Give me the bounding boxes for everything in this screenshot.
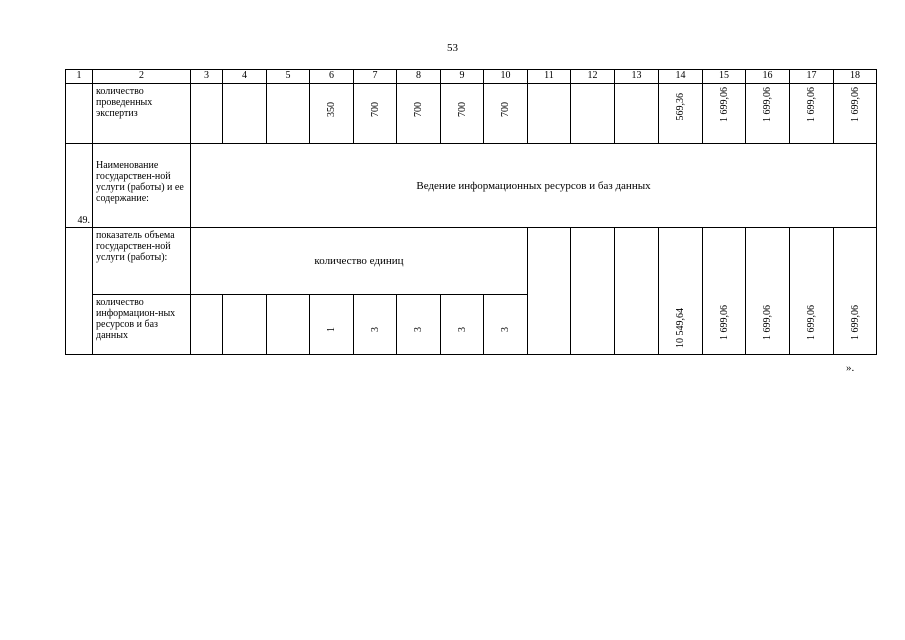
col-header: 7 xyxy=(354,70,397,84)
row-number-cell xyxy=(66,228,93,355)
empty-cell xyxy=(191,84,223,144)
empty-cell xyxy=(223,295,267,355)
value-text: 700 xyxy=(369,102,381,117)
value-cell xyxy=(834,84,877,144)
indicator-unit: количество единиц xyxy=(191,228,528,295)
value-cell xyxy=(441,84,484,144)
value-cell xyxy=(659,84,703,144)
col-header: 6 xyxy=(310,70,354,84)
col-header: 4 xyxy=(223,70,267,84)
value-text: 1 699,06 xyxy=(762,305,773,340)
closing-quote: ». xyxy=(846,362,855,374)
col-header: 14 xyxy=(659,70,703,84)
col-header: 13 xyxy=(615,70,659,84)
page-number: 53 xyxy=(447,42,458,54)
value-cell xyxy=(703,84,746,144)
empty-cell xyxy=(191,295,223,355)
value-cell xyxy=(790,84,834,144)
value-text: 1 699,06 xyxy=(806,305,817,340)
value-cell xyxy=(484,84,528,144)
value-cell xyxy=(310,295,354,355)
empty-cell xyxy=(615,84,659,144)
row-expertise xyxy=(66,84,877,144)
value-text: 350 xyxy=(326,102,337,117)
empty-cell xyxy=(528,84,571,144)
value-text: 10 549,64 xyxy=(675,308,686,348)
value-text: 3 xyxy=(413,327,424,332)
value-cell xyxy=(441,295,484,355)
value-cell xyxy=(354,295,397,355)
col-header: 15 xyxy=(703,70,746,84)
value-text: 569,36 xyxy=(675,93,686,121)
empty-cell xyxy=(615,228,659,355)
row-number-cell xyxy=(66,84,93,144)
row-number: 49. xyxy=(66,144,93,228)
value-text: 1 699,06 xyxy=(849,87,861,122)
col-header: 2 xyxy=(93,70,191,84)
empty-cell xyxy=(267,295,310,355)
value-cell xyxy=(659,228,703,355)
col-header: 8 xyxy=(397,70,441,84)
value-cell xyxy=(397,84,441,144)
col-header: 16 xyxy=(746,70,790,84)
value-text: 700 xyxy=(413,102,424,117)
value-text: 1 699,06 xyxy=(718,305,730,340)
value-cell xyxy=(354,84,397,144)
col-header: 12 xyxy=(571,70,615,84)
value-text: 1 699,06 xyxy=(849,305,861,340)
value-cell xyxy=(790,228,834,355)
value-cell xyxy=(484,295,528,355)
row-label: Наименование государствен-ной услуги (работы) и ее содержание: xyxy=(93,144,191,228)
budget-table xyxy=(65,69,877,355)
col-header: 18 xyxy=(834,70,877,84)
col-header: 1 xyxy=(66,70,93,84)
row-label: количество проведенных экспертиз xyxy=(93,84,191,144)
value-text: 1 699,06 xyxy=(806,87,817,122)
row-indicator xyxy=(66,228,877,295)
empty-cell xyxy=(571,84,615,144)
service-title: Ведение информационных ресурсов и баз данных xyxy=(191,144,877,228)
row-service-name xyxy=(66,144,877,228)
value-cell xyxy=(746,228,790,355)
value-cell xyxy=(397,295,441,355)
value-text: 3 xyxy=(500,327,511,332)
header-row xyxy=(66,70,877,84)
value-cell xyxy=(746,84,790,144)
col-header: 17 xyxy=(790,70,834,84)
value-text: 700 xyxy=(456,102,468,117)
col-header: 10 xyxy=(484,70,528,84)
row-label: показатель объема государствен-ной услуги (работы): xyxy=(93,228,191,295)
empty-cell xyxy=(267,84,310,144)
value-cell xyxy=(703,228,746,355)
col-header: 11 xyxy=(528,70,571,84)
col-header: 9 xyxy=(441,70,484,84)
value-text: 1 xyxy=(326,327,337,332)
value-cell xyxy=(310,84,354,144)
empty-cell xyxy=(223,84,267,144)
empty-cell xyxy=(528,228,571,355)
value-text: 1 699,06 xyxy=(718,87,730,122)
empty-cell xyxy=(571,228,615,355)
row-label: количество информацион-ных ресурсов и баз данных xyxy=(93,295,191,355)
value-text: 1 699,06 xyxy=(762,87,773,122)
value-text: 3 xyxy=(369,327,381,332)
col-header: 3 xyxy=(191,70,223,84)
col-header: 5 xyxy=(267,70,310,84)
value-text: 3 xyxy=(456,327,468,332)
value-text: 700 xyxy=(500,102,511,117)
value-cell xyxy=(834,228,877,355)
